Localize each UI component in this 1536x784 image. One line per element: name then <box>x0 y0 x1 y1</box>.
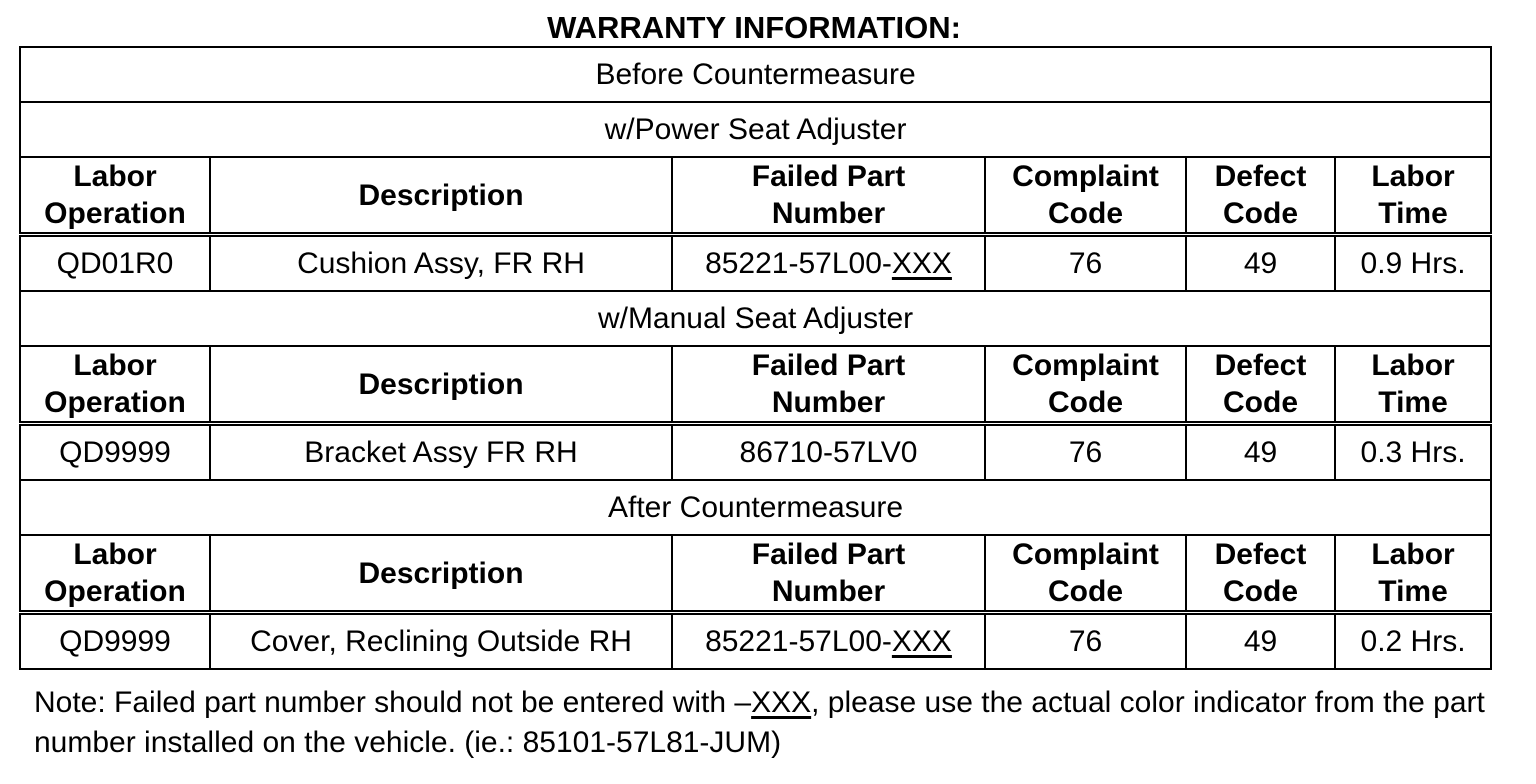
header-failed-part-number: Failed Part Number <box>672 535 985 613</box>
header-failed-part-number: Failed Part Number <box>672 157 985 235</box>
note-xxx: XXX <box>751 686 812 719</box>
note-text: Note: Failed part number should not be entered with –XXX, please use the actual color indicator from the part number installed on the vehicle. (ie.: 85101-57L81-JUM) <box>34 686 1485 759</box>
cell-description: Cover, Reclining Outside RH <box>210 613 672 670</box>
section-power-seat-adjuster: w/Power Seat Adjuster <box>20 102 1491 157</box>
cell-labor-operation: QD9999 <box>20 424 210 481</box>
table-row-after <box>20 613 1491 670</box>
header-labor-operation: Labor Operation <box>20 346 210 424</box>
section-before-countermeasure: Before Countermeasure <box>20 47 1491 102</box>
table-row-power <box>20 235 1491 292</box>
header-defect-code: Defect Code <box>1186 535 1335 613</box>
cell-failed-part-number: 85221-57L00-XXX <box>672 613 985 670</box>
header-description: Description <box>210 535 672 613</box>
cell-defect-code: 49 <box>1186 235 1335 292</box>
header-defect-code: Defect Code <box>1186 346 1335 424</box>
cell-description: Cushion Assy, FR RH <box>210 235 672 292</box>
section-manual-row <box>20 291 1491 346</box>
cell-failed-part-number: 86710-57LV0 <box>672 424 985 481</box>
header-labor-time: Labor Time <box>1335 346 1491 424</box>
cell-complaint-code: 76 <box>985 613 1186 670</box>
cell-complaint-code: 76 <box>985 235 1186 292</box>
header-defect-code: Defect Code <box>1186 157 1335 235</box>
cell-labor-time: 0.2 Hrs. <box>1335 613 1491 670</box>
header-row <box>20 346 1491 424</box>
header-description: Description <box>210 157 672 235</box>
section-before-row <box>20 47 1491 102</box>
cell-labor-operation: QD01R0 <box>20 235 210 292</box>
section-after-row <box>20 480 1491 535</box>
section-power-row <box>20 102 1491 157</box>
section-manual-seat-adjuster: w/Manual Seat Adjuster <box>20 291 1491 346</box>
cell-description: Bracket Assy FR RH <box>210 424 672 481</box>
cell-labor-time: 0.9 Hrs. <box>1335 235 1491 292</box>
header-failed-part-number: Failed Part Number <box>672 346 985 424</box>
header-description: Description <box>210 346 672 424</box>
warranty-table <box>19 46 1492 670</box>
cell-failed-part-number: 85221-57L00-XXX <box>672 235 985 292</box>
header-labor-time: Labor Time <box>1335 535 1491 613</box>
header-labor-operation: Labor Operation <box>20 157 210 235</box>
cell-complaint-code: 76 <box>985 424 1186 481</box>
cell-defect-code: 49 <box>1186 613 1335 670</box>
cell-labor-time: 0.3 Hrs. <box>1335 424 1491 481</box>
cell-defect-code: 49 <box>1186 424 1335 481</box>
section-after-countermeasure: After Countermeasure <box>20 480 1491 535</box>
header-complaint-code: Complaint Code <box>985 535 1186 613</box>
header-row <box>20 157 1491 235</box>
cell-labor-operation: QD9999 <box>20 613 210 670</box>
header-row <box>20 535 1491 613</box>
page-title: WARRANTY INFORMATION: <box>547 10 961 45</box>
table-row-manual <box>20 424 1491 481</box>
header-labor-time: Labor Time <box>1335 157 1491 235</box>
header-labor-operation: Labor Operation <box>20 535 210 613</box>
header-complaint-code: Complaint Code <box>985 157 1186 235</box>
header-complaint-code: Complaint Code <box>985 346 1186 424</box>
